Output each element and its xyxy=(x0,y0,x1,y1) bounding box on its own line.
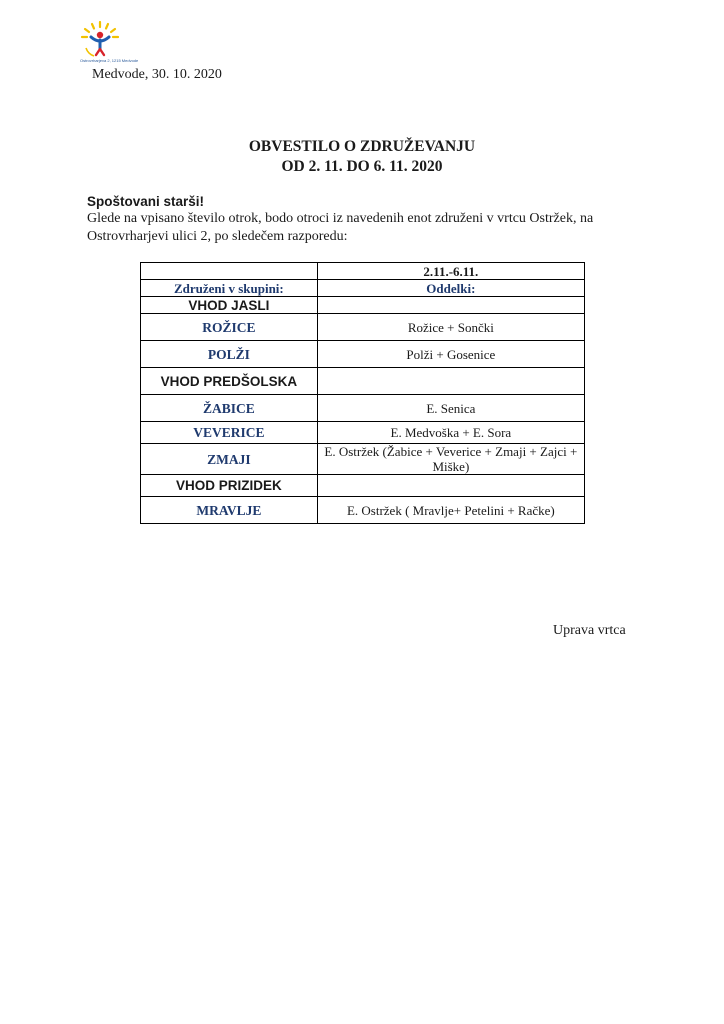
kindergarten-logo xyxy=(80,20,150,68)
table-row xyxy=(141,297,585,314)
table-date-row xyxy=(141,263,585,280)
group-name: ZMAJI xyxy=(141,444,318,475)
table-row xyxy=(141,444,585,475)
logo-caption: Ostrovrharjeva 2, 1215 Medvode xyxy=(80,58,139,63)
group-name: MRAVLJE xyxy=(141,497,318,524)
table-row xyxy=(141,475,585,497)
group-name: ŽABICE xyxy=(141,395,318,422)
departments-cell xyxy=(317,475,584,497)
departments-cell xyxy=(317,297,584,314)
signature: Uprava vrtca xyxy=(553,623,626,638)
table-header-row xyxy=(141,280,585,297)
page-title: OBVESTILO O ZDRUŽEVANJU xyxy=(248,138,476,155)
logo-emblem-icon xyxy=(80,20,120,58)
intro-paragraph: Glede na vpisano število otrok, bodo otroci iz navedenih enot združeni v vrtcu Ostržek, na Ostrovrharjevi ulici 2, po sledečem razporedu: xyxy=(87,211,594,244)
col-header-groups: Združeni v skupini: xyxy=(141,280,318,297)
departments-cell: E. Ostržek (Žabice + Veverice + Zmaji + Zajci + Miške) xyxy=(317,444,584,475)
table-row xyxy=(141,497,585,524)
group-name: ROŽICE xyxy=(141,314,318,341)
group-name: POLŽI xyxy=(141,341,318,368)
group-name: VEVERICE xyxy=(141,422,318,444)
entrance-label: VHOD JASLI xyxy=(141,297,318,314)
entrance-label: VHOD PREDŠOLSKA xyxy=(141,368,318,395)
departments-cell: E. Ostržek ( Mravlje+ Petelini + Račke) xyxy=(317,497,584,524)
schedule-table xyxy=(140,262,585,524)
departments-cell xyxy=(317,368,584,395)
date-line: Medvode, 30. 10. 2020 xyxy=(92,67,222,82)
table-corner-cell xyxy=(141,263,318,280)
table-row xyxy=(141,395,585,422)
table-row xyxy=(141,314,585,341)
entrance-label: VHOD PRIZIDEK xyxy=(141,475,318,497)
date-range-cell: 2.11.-6.11. xyxy=(317,263,584,280)
departments-cell: Polži + Gosenice xyxy=(317,341,584,368)
table-row xyxy=(141,422,585,444)
table-row xyxy=(141,368,585,395)
departments-cell: Rožice + Sončki xyxy=(317,314,584,341)
page-subtitle-dates: OD 2. 11. DO 6. 11. 2020 xyxy=(281,158,443,175)
departments-cell: E. Senica xyxy=(317,395,584,422)
table-row xyxy=(141,341,585,368)
col-header-departments: Oddelki: xyxy=(317,280,584,297)
greeting: Spoštovani starši! xyxy=(87,194,205,209)
departments-cell: E. Medvoška + E. Sora xyxy=(317,422,584,444)
